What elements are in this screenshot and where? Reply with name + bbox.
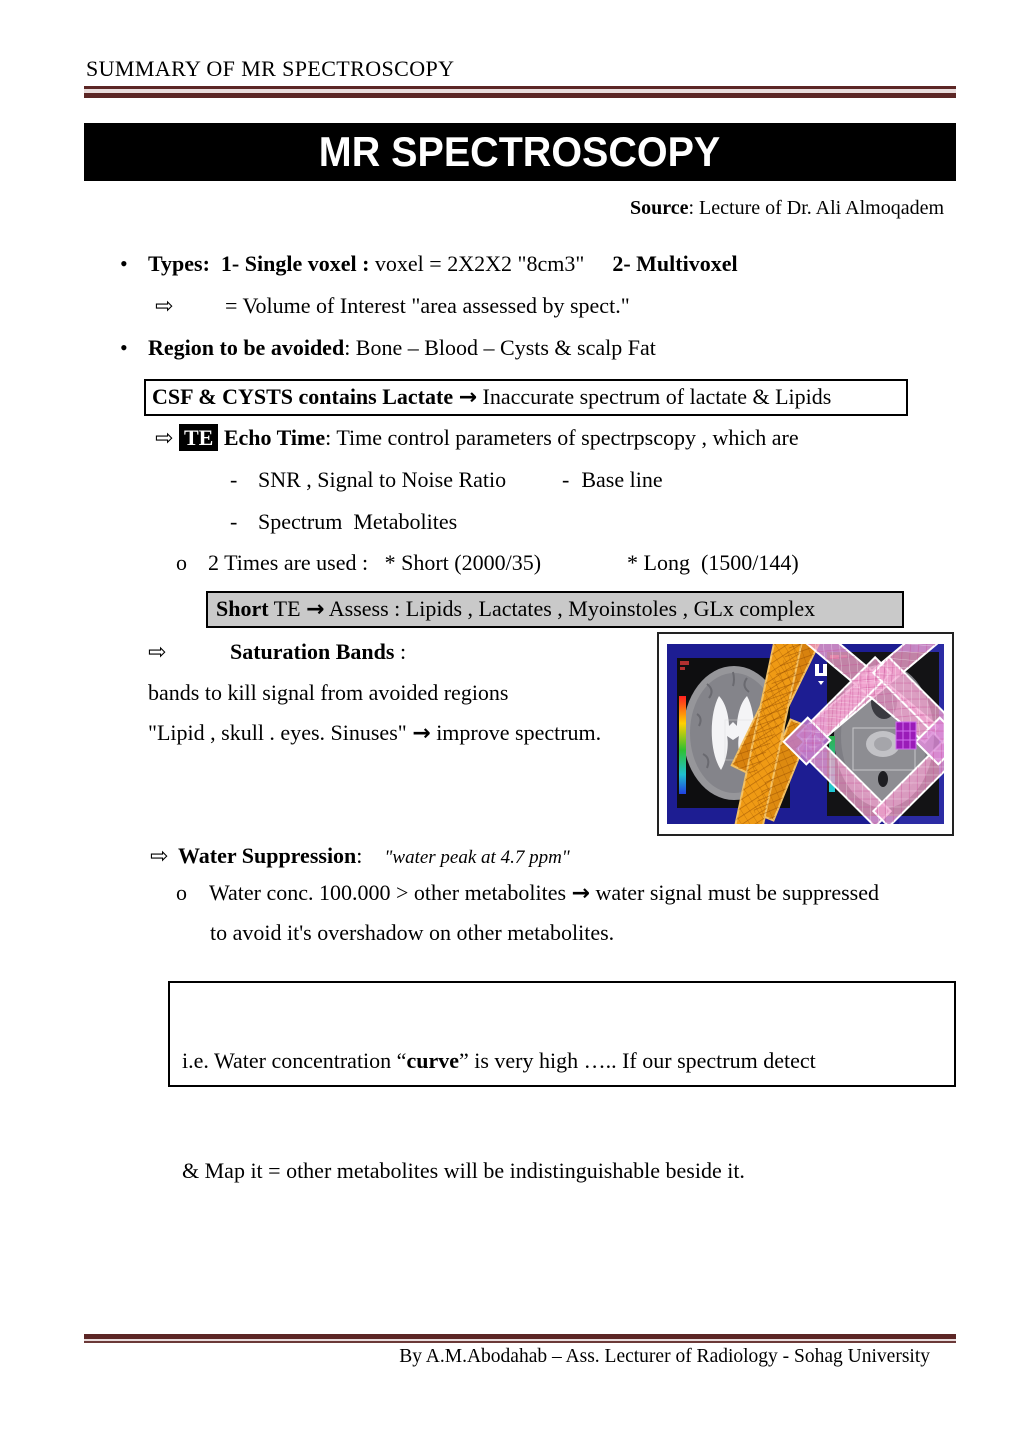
source-text: : Lecture of Dr. Ali Almoqadem — [688, 197, 944, 219]
hollow-arrow-icon: ⇨ — [150, 844, 169, 869]
saturation-bands-image — [667, 644, 944, 824]
csf-normal: Inaccurate spectrum of lactate & Lipids — [477, 384, 832, 409]
dash-icon: - — [562, 467, 570, 492]
water-line2: to avoid it's overshadow on other metabolites. — [210, 920, 615, 945]
ie-line2: & Map it = other metabolites will be indistinguishable beside it. — [182, 1158, 745, 1183]
region-bold: Region to be avoided — [148, 335, 345, 360]
te-line — [155, 424, 799, 453]
short-bold: Short — [216, 596, 269, 621]
short-te-box — [206, 591, 904, 628]
times-line — [176, 549, 799, 577]
right-arrow-icon: → — [458, 385, 478, 410]
ie-line1-pre: i.e. Water concentration “ — [182, 1048, 407, 1073]
hollow-arrow-icon: ⇨ — [148, 640, 167, 665]
saturation-bands-figure — [657, 632, 954, 836]
spectrum-line — [230, 508, 457, 536]
snr-text: SNR , Signal to Noise Ratio — [258, 467, 507, 492]
right-arrow-icon: → — [412, 721, 431, 746]
water-heading — [150, 842, 570, 872]
types-bold: Types: 1- Single voxel : — [148, 251, 375, 276]
hollow-arrow-icon: ⇨ — [155, 426, 174, 451]
times-text: 2 Times are used : * Short (2000/35) — [208, 550, 542, 575]
right-arrow-icon: → — [571, 881, 590, 906]
te-bold: Echo Time — [218, 425, 326, 450]
types-bold2: 2- Multivoxel — [612, 251, 738, 276]
bullet-icon: • — [120, 251, 128, 276]
title-banner-text: MR SPECTROSCOPY — [319, 128, 721, 175]
ie-note-box — [168, 981, 956, 1183]
right-arrow-icon: → — [306, 597, 325, 622]
region-normal: : Bone – Blood – Cysts & scalp Fat — [344, 335, 656, 360]
page-header-title: SUMMARY OF MR SPECTROSCOPY — [86, 56, 455, 81]
ie-line1 — [182, 1047, 942, 1075]
water-colon: : — [356, 843, 363, 868]
csf-note-box — [144, 379, 908, 416]
saturation-heading — [148, 638, 406, 667]
saturation-colon: : — [394, 639, 407, 664]
ie-line1-bold: curve — [406, 1048, 459, 1073]
colorbar — [679, 696, 686, 794]
spectrum-text: Spectrum Metabolites — [258, 509, 458, 534]
types-normal: voxel = 2X2X2 "8cm3" — [374, 251, 585, 276]
water-conc-line — [176, 879, 879, 908]
saturation-line3-pre: "Lipid , skull . eyes. Sinuses" — [148, 720, 413, 745]
source-label: Source — [629, 197, 689, 219]
dash-icon: - — [230, 509, 238, 534]
bullet-icon: • — [120, 335, 128, 360]
long-te-text: * Long (1500/144) — [627, 550, 799, 575]
snr-line — [230, 466, 663, 494]
header-rule-thick — [84, 93, 956, 98]
source-line — [630, 197, 944, 220]
te-highlight: TE — [179, 424, 218, 451]
voi-line — [155, 292, 630, 321]
voi-text: = Volume of Interest "area assessed by spect." — [225, 293, 630, 318]
saturation-line3-post: improve spectrum. — [430, 720, 602, 745]
circle-bullet-icon: o — [176, 880, 187, 905]
footer-credit: By A.M.Abodahab – Ass. Lecturer of Radiology - Sohag University — [399, 1346, 930, 1367]
voxel-grid — [896, 722, 916, 749]
types-line — [120, 250, 738, 278]
short-normal: Assess : Lipids , Lactates , Myoinstoles , GLx complex — [324, 596, 816, 621]
te-normal: : Time control parameters of spectrpscopy , which are — [325, 425, 799, 450]
ie-line1-post: ” is very high ….. If our spectrum detect — [458, 1048, 816, 1073]
title-banner — [84, 123, 956, 181]
water-line1-post: water signal must be suppressed — [589, 880, 879, 905]
region-line — [120, 334, 656, 362]
baseline-text: Base line — [581, 467, 663, 492]
water-bold: Water Suppression — [178, 843, 357, 868]
dash-icon: - — [230, 467, 238, 492]
baseline-item — [562, 466, 663, 494]
water-line1-pre: Water conc. 100.000 > other metabolites — [209, 880, 572, 905]
saturation-bold: Saturation Bands — [230, 639, 395, 664]
short-mid: TE — [268, 596, 307, 621]
circle-bullet-icon: o — [176, 550, 187, 575]
csf-bold: CSF & CYSTS contains Lactate — [152, 384, 459, 409]
hollow-arrow-icon: ⇨ — [155, 294, 174, 319]
saturation-line2: bands to kill signal from avoided regions — [148, 680, 509, 705]
water-quote: "water peak at 4.7 ppm" — [384, 847, 570, 868]
saturation-line3 — [148, 719, 601, 748]
footer-rule-thin — [84, 1341, 956, 1343]
